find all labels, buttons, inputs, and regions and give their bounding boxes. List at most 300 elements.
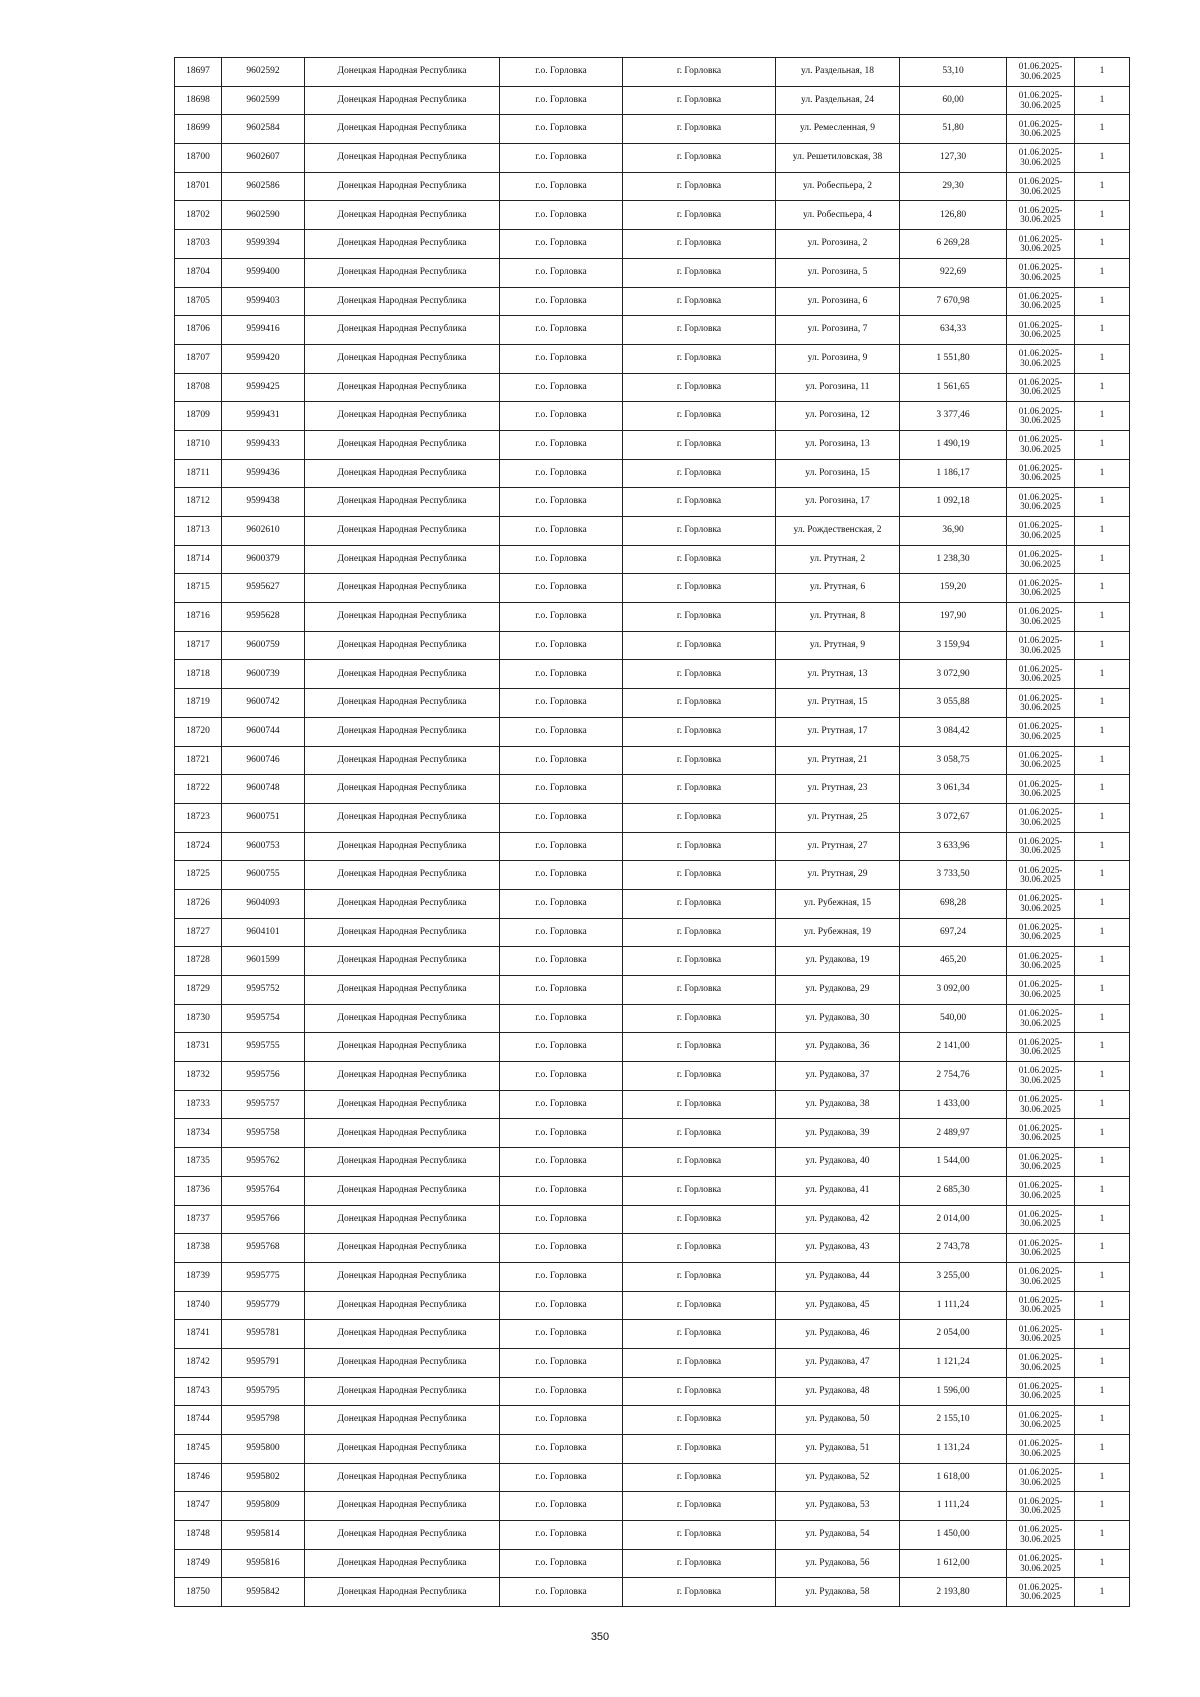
table-row: [175, 775, 1130, 804]
cell-city: г. Горловка: [623, 230, 776, 259]
cell-code: 9602590: [222, 201, 305, 230]
cell-qty: 1: [1075, 1435, 1130, 1464]
cell-area: 3 072,67: [900, 803, 1007, 832]
cell-area: 2 155,10: [900, 1406, 1007, 1435]
cell-code: 9595842: [222, 1578, 305, 1607]
cell-district: г.о. Горловка: [500, 517, 623, 546]
cell-area: 2 193,80: [900, 1578, 1007, 1607]
cell-qty: 1: [1075, 144, 1130, 173]
cell-address: ул. Рогозина, 11: [776, 373, 900, 402]
cell-address: ул. Раздельная, 24: [776, 86, 900, 115]
cell-region: Донецкая Народная Республика: [305, 1320, 500, 1349]
cell-address: ул. Ртутная, 8: [776, 603, 900, 632]
cell-district: г.о. Горловка: [500, 1406, 623, 1435]
cell-city: г. Горловка: [623, 144, 776, 173]
cell-address: ул. Ртутная, 13: [776, 660, 900, 689]
cell-qty: 1: [1075, 603, 1130, 632]
cell-code: 9602599: [222, 86, 305, 115]
cell-address: ул. Рудакова, 37: [776, 1062, 900, 1091]
table-row: [175, 918, 1130, 947]
cell-qty: 1: [1075, 947, 1130, 976]
cell-district: г.о. Горловка: [500, 775, 623, 804]
cell-period: 01.06.2025- 30.06.2025: [1007, 803, 1075, 832]
cell-address: ул. Робеспьера, 2: [776, 172, 900, 201]
cell-num: 18704: [175, 258, 222, 287]
cell-district: г.о. Горловка: [500, 861, 623, 890]
table-row: [175, 861, 1130, 890]
cell-region: Донецкая Народная Республика: [305, 775, 500, 804]
cell-area: 465,20: [900, 947, 1007, 976]
cell-city: г. Горловка: [623, 947, 776, 976]
cell-area: 634,33: [900, 316, 1007, 345]
cell-region: Донецкая Народная Республика: [305, 172, 500, 201]
cell-num: 18709: [175, 402, 222, 431]
cell-address: ул. Рудакова, 47: [776, 1348, 900, 1377]
cell-district: г.о. Горловка: [500, 746, 623, 775]
cell-qty: 1: [1075, 746, 1130, 775]
cell-period: 01.06.2025- 30.06.2025: [1007, 1463, 1075, 1492]
cell-district: г.о. Горловка: [500, 430, 623, 459]
cell-period: 01.06.2025- 30.06.2025: [1007, 631, 1075, 660]
table-row: [175, 172, 1130, 201]
cell-region: Донецкая Народная Республика: [305, 1377, 500, 1406]
table-row: [175, 1205, 1130, 1234]
cell-area: 3 255,00: [900, 1262, 1007, 1291]
cell-district: г.о. Горловка: [500, 1377, 623, 1406]
cell-region: Донецкая Народная Республика: [305, 1492, 500, 1521]
cell-address: ул. Рудакова, 46: [776, 1320, 900, 1349]
table-row: [175, 430, 1130, 459]
cell-period: 01.06.2025- 30.06.2025: [1007, 545, 1075, 574]
cell-code: 9600759: [222, 631, 305, 660]
cell-region: Донецкая Народная Республика: [305, 1463, 500, 1492]
cell-region: Донецкая Народная Республика: [305, 1406, 500, 1435]
cell-district: г.о. Горловка: [500, 1492, 623, 1521]
cell-address: ул. Ртутная, 27: [776, 832, 900, 861]
cell-address: ул. Рубежная, 15: [776, 889, 900, 918]
cell-code: 9600753: [222, 832, 305, 861]
cell-code: 9595791: [222, 1348, 305, 1377]
cell-area: 3 055,88: [900, 689, 1007, 718]
cell-region: Донецкая Народная Республика: [305, 947, 500, 976]
table-row: [175, 1234, 1130, 1263]
cell-address: ул. Робеспьера, 4: [776, 201, 900, 230]
cell-area: 3 733,50: [900, 861, 1007, 890]
cell-district: г.о. Горловка: [500, 803, 623, 832]
table-row: [175, 115, 1130, 144]
table-row: [175, 1033, 1130, 1062]
cell-district: г.о. Горловка: [500, 373, 623, 402]
cell-period: 01.06.2025- 30.06.2025: [1007, 1148, 1075, 1177]
cell-qty: 1: [1075, 517, 1130, 546]
cell-qty: 1: [1075, 1062, 1130, 1091]
cell-code: 9595809: [222, 1492, 305, 1521]
cell-area: 3 092,00: [900, 976, 1007, 1005]
cell-area: 51,80: [900, 115, 1007, 144]
cell-address: ул. Рудакова, 29: [776, 976, 900, 1005]
cell-address: ул. Ртутная, 29: [776, 861, 900, 890]
cell-period: 01.06.2025- 30.06.2025: [1007, 230, 1075, 259]
cell-region: Донецкая Народная Республика: [305, 1004, 500, 1033]
table-row: [175, 1492, 1130, 1521]
cell-address: ул. Рудакова, 41: [776, 1176, 900, 1205]
table-row: [175, 889, 1130, 918]
cell-district: г.о. Горловка: [500, 459, 623, 488]
cell-qty: 1: [1075, 976, 1130, 1005]
cell-district: г.о. Горловка: [500, 488, 623, 517]
cell-period: 01.06.2025- 30.06.2025: [1007, 1320, 1075, 1349]
cell-region: Донецкая Народная Республика: [305, 316, 500, 345]
table-row: [175, 1435, 1130, 1464]
cell-num: 18702: [175, 201, 222, 230]
cell-period: 01.06.2025- 30.06.2025: [1007, 1205, 1075, 1234]
cell-num: 18735: [175, 1148, 222, 1177]
cell-code: 9599394: [222, 230, 305, 259]
cell-area: 3 084,42: [900, 717, 1007, 746]
cell-period: 01.06.2025- 30.06.2025: [1007, 1492, 1075, 1521]
cell-address: ул. Рудакова, 19: [776, 947, 900, 976]
cell-qty: 1: [1075, 1320, 1130, 1349]
cell-address: ул. Ртутная, 2: [776, 545, 900, 574]
cell-qty: 1: [1075, 258, 1130, 287]
cell-period: 01.06.2025- 30.06.2025: [1007, 976, 1075, 1005]
cell-area: 1 186,17: [900, 459, 1007, 488]
cell-code: 9602592: [222, 58, 305, 87]
cell-region: Донецкая Народная Республика: [305, 402, 500, 431]
cell-period: 01.06.2025- 30.06.2025: [1007, 1090, 1075, 1119]
cell-period: 01.06.2025- 30.06.2025: [1007, 1435, 1075, 1464]
cell-code: 9595800: [222, 1435, 305, 1464]
cell-address: ул. Рудакова, 44: [776, 1262, 900, 1291]
cell-region: Донецкая Народная Республика: [305, 430, 500, 459]
cell-code: 9599433: [222, 430, 305, 459]
cell-period: 01.06.2025- 30.06.2025: [1007, 172, 1075, 201]
cell-num: 18734: [175, 1119, 222, 1148]
cell-num: 18746: [175, 1463, 222, 1492]
cell-district: г.о. Горловка: [500, 947, 623, 976]
table-row: [175, 373, 1130, 402]
cell-num: 18708: [175, 373, 222, 402]
cell-address: ул. Рудакова, 53: [776, 1492, 900, 1521]
cell-qty: 1: [1075, 1291, 1130, 1320]
cell-num: 18736: [175, 1176, 222, 1205]
cell-region: Донецкая Народная Республика: [305, 1176, 500, 1205]
cell-num: 18725: [175, 861, 222, 890]
cell-area: 7 670,98: [900, 287, 1007, 316]
cell-region: Донецкая Народная Республика: [305, 1062, 500, 1091]
cell-period: 01.06.2025- 30.06.2025: [1007, 1291, 1075, 1320]
cell-city: г. Горловка: [623, 918, 776, 947]
cell-region: Донецкая Народная Республика: [305, 1033, 500, 1062]
cell-period: 01.06.2025- 30.06.2025: [1007, 287, 1075, 316]
cell-district: г.о. Горловка: [500, 402, 623, 431]
cell-region: Донецкая Народная Республика: [305, 1435, 500, 1464]
table-row: [175, 230, 1130, 259]
table-row: [175, 402, 1130, 431]
cell-qty: 1: [1075, 344, 1130, 373]
cell-num: 18707: [175, 344, 222, 373]
cell-area: 36,90: [900, 517, 1007, 546]
cell-code: 9595762: [222, 1148, 305, 1177]
cell-num: 18705: [175, 287, 222, 316]
cell-area: 60,00: [900, 86, 1007, 115]
cell-area: 29,30: [900, 172, 1007, 201]
cell-region: Донецкая Народная Республика: [305, 1119, 500, 1148]
cell-city: г. Горловка: [623, 517, 776, 546]
cell-district: г.о. Горловка: [500, 545, 623, 574]
cell-city: г. Горловка: [623, 545, 776, 574]
cell-region: Донецкая Народная Республика: [305, 889, 500, 918]
cell-qty: 1: [1075, 918, 1130, 947]
cell-city: г. Горловка: [623, 1406, 776, 1435]
cell-qty: 1: [1075, 545, 1130, 574]
table-row: [175, 144, 1130, 173]
cell-region: Донецкая Народная Республика: [305, 861, 500, 890]
cell-city: г. Горловка: [623, 1090, 776, 1119]
cell-code: 9595766: [222, 1205, 305, 1234]
cell-area: 540,00: [900, 1004, 1007, 1033]
cell-qty: 1: [1075, 287, 1130, 316]
cell-period: 01.06.2025- 30.06.2025: [1007, 86, 1075, 115]
cell-address: ул. Ртутная, 6: [776, 574, 900, 603]
cell-num: 18720: [175, 717, 222, 746]
cell-num: 18699: [175, 115, 222, 144]
cell-period: 01.06.2025- 30.06.2025: [1007, 775, 1075, 804]
cell-code: 9600742: [222, 689, 305, 718]
cell-qty: 1: [1075, 1521, 1130, 1550]
cell-district: г.о. Горловка: [500, 1033, 623, 1062]
cell-num: 18706: [175, 316, 222, 345]
cell-num: 18733: [175, 1090, 222, 1119]
cell-city: г. Горловка: [623, 172, 776, 201]
cell-num: 18701: [175, 172, 222, 201]
cell-area: 1 111,24: [900, 1492, 1007, 1521]
cell-district: г.о. Горловка: [500, 1320, 623, 1349]
cell-num: 18730: [175, 1004, 222, 1033]
cell-address: ул. Рогозина, 12: [776, 402, 900, 431]
cell-period: 01.06.2025- 30.06.2025: [1007, 488, 1075, 517]
cell-period: 01.06.2025- 30.06.2025: [1007, 660, 1075, 689]
cell-region: Донецкая Народная Республика: [305, 115, 500, 144]
table-row: [175, 86, 1130, 115]
cell-period: 01.06.2025- 30.06.2025: [1007, 1521, 1075, 1550]
cell-area: 1 121,24: [900, 1348, 1007, 1377]
cell-district: г.о. Горловка: [500, 1205, 623, 1234]
table-row: [175, 1148, 1130, 1177]
cell-qty: 1: [1075, 1119, 1130, 1148]
cell-qty: 1: [1075, 402, 1130, 431]
cell-city: г. Горловка: [623, 430, 776, 459]
cell-region: Донецкая Народная Республика: [305, 689, 500, 718]
cell-region: Донецкая Народная Республика: [305, 631, 500, 660]
table-row: [175, 545, 1130, 574]
table-row: [175, 1348, 1130, 1377]
cell-code: 9595754: [222, 1004, 305, 1033]
cell-code: 9604093: [222, 889, 305, 918]
cell-num: 18739: [175, 1262, 222, 1291]
table-row: [175, 947, 1130, 976]
cell-qty: 1: [1075, 316, 1130, 345]
cell-address: ул. Рудакова, 30: [776, 1004, 900, 1033]
cell-period: 01.06.2025- 30.06.2025: [1007, 832, 1075, 861]
cell-address: ул. Рудакова, 36: [776, 1033, 900, 1062]
cell-period: 01.06.2025- 30.06.2025: [1007, 1176, 1075, 1205]
cell-city: г. Горловка: [623, 488, 776, 517]
cell-city: г. Горловка: [623, 1033, 776, 1062]
cell-region: Донецкая Народная Республика: [305, 1549, 500, 1578]
cell-city: г. Горловка: [623, 1377, 776, 1406]
cell-qty: 1: [1075, 1148, 1130, 1177]
cell-num: 18732: [175, 1062, 222, 1091]
cell-qty: 1: [1075, 832, 1130, 861]
cell-period: 01.06.2025- 30.06.2025: [1007, 517, 1075, 546]
cell-region: Донецкая Народная Республика: [305, 344, 500, 373]
cell-code: 9602586: [222, 172, 305, 201]
cell-address: ул. Рудакова, 45: [776, 1291, 900, 1320]
cell-period: 01.06.2025- 30.06.2025: [1007, 1234, 1075, 1263]
cell-num: 18721: [175, 746, 222, 775]
cell-qty: 1: [1075, 58, 1130, 87]
cell-code: 9599431: [222, 402, 305, 431]
cell-num: 18703: [175, 230, 222, 259]
cell-region: Донецкая Народная Республика: [305, 287, 500, 316]
cell-num: 18722: [175, 775, 222, 804]
cell-area: 1 450,00: [900, 1521, 1007, 1550]
cell-num: 18740: [175, 1291, 222, 1320]
cell-region: Донецкая Народная Республика: [305, 545, 500, 574]
page-number: 350: [590, 1631, 610, 1643]
cell-district: г.о. Горловка: [500, 717, 623, 746]
cell-district: г.о. Горловка: [500, 1004, 623, 1033]
cell-code: 9600748: [222, 775, 305, 804]
cell-region: Донецкая Народная Республика: [305, 258, 500, 287]
cell-city: г. Горловка: [623, 316, 776, 345]
cell-district: г.о. Горловка: [500, 1291, 623, 1320]
cell-qty: 1: [1075, 1033, 1130, 1062]
cell-region: Донецкая Народная Республика: [305, 373, 500, 402]
cell-period: 01.06.2025- 30.06.2025: [1007, 144, 1075, 173]
table-row: [175, 1176, 1130, 1205]
cell-city: г. Горловка: [623, 258, 776, 287]
cell-qty: 1: [1075, 201, 1130, 230]
cell-qty: 1: [1075, 1004, 1130, 1033]
cell-address: ул. Раздельная, 18: [776, 58, 900, 87]
cell-city: г. Горловка: [623, 402, 776, 431]
cell-region: Донецкая Народная Республика: [305, 1291, 500, 1320]
cell-qty: 1: [1075, 1463, 1130, 1492]
cell-area: 2 743,78: [900, 1234, 1007, 1263]
cell-qty: 1: [1075, 1578, 1130, 1607]
cell-city: г. Горловка: [623, 832, 776, 861]
cell-city: г. Горловка: [623, 115, 776, 144]
cell-district: г.о. Горловка: [500, 1090, 623, 1119]
cell-code: 9595768: [222, 1234, 305, 1263]
cell-region: Донецкая Народная Республика: [305, 144, 500, 173]
cell-area: 2 754,76: [900, 1062, 1007, 1091]
cell-qty: 1: [1075, 115, 1130, 144]
cell-period: 01.06.2025- 30.06.2025: [1007, 1033, 1075, 1062]
cell-num: 18741: [175, 1320, 222, 1349]
cell-code: 9600751: [222, 803, 305, 832]
cell-num: 18717: [175, 631, 222, 660]
cell-qty: 1: [1075, 373, 1130, 402]
cell-code: 9600746: [222, 746, 305, 775]
cell-period: 01.06.2025- 30.06.2025: [1007, 258, 1075, 287]
cell-area: 3 058,75: [900, 746, 1007, 775]
table-row: [175, 1406, 1130, 1435]
cell-code: 9599403: [222, 287, 305, 316]
cell-city: г. Горловка: [623, 746, 776, 775]
cell-district: г.о. Горловка: [500, 1463, 623, 1492]
cell-code: 9595756: [222, 1062, 305, 1091]
cell-period: 01.06.2025- 30.06.2025: [1007, 947, 1075, 976]
cell-city: г. Горловка: [623, 1435, 776, 1464]
cell-address: ул. Рогозина, 2: [776, 230, 900, 259]
cell-address: ул. Рудакова, 52: [776, 1463, 900, 1492]
cell-district: г.о. Горловка: [500, 287, 623, 316]
cell-district: г.о. Горловка: [500, 144, 623, 173]
cell-region: Донецкая Народная Республика: [305, 717, 500, 746]
cell-num: 18700: [175, 144, 222, 173]
table-row: [175, 631, 1130, 660]
cell-qty: 1: [1075, 1205, 1130, 1234]
cell-district: г.о. Горловка: [500, 1176, 623, 1205]
cell-qty: 1: [1075, 660, 1130, 689]
table-row: [175, 1090, 1130, 1119]
cell-period: 01.06.2025- 30.06.2025: [1007, 918, 1075, 947]
cell-city: г. Горловка: [623, 86, 776, 115]
cell-num: 18723: [175, 803, 222, 832]
cell-code: 9595775: [222, 1262, 305, 1291]
cell-period: 01.06.2025- 30.06.2025: [1007, 889, 1075, 918]
cell-code: 9599425: [222, 373, 305, 402]
cell-period: 01.06.2025- 30.06.2025: [1007, 1004, 1075, 1033]
cell-region: Донецкая Народная Республика: [305, 459, 500, 488]
cell-qty: 1: [1075, 1262, 1130, 1291]
cell-num: 18729: [175, 976, 222, 1005]
cell-address: ул. Рудакова, 48: [776, 1377, 900, 1406]
table-row: [175, 1320, 1130, 1349]
cell-qty: 1: [1075, 631, 1130, 660]
cell-code: 9595781: [222, 1320, 305, 1349]
cell-num: 18724: [175, 832, 222, 861]
cell-address: ул. Ртутная, 9: [776, 631, 900, 660]
cell-num: 18727: [175, 918, 222, 947]
cell-city: г. Горловка: [623, 861, 776, 890]
cell-area: 1 490,19: [900, 430, 1007, 459]
cell-region: Донецкая Народная Республика: [305, 1262, 500, 1291]
cell-period: 01.06.2025- 30.06.2025: [1007, 1549, 1075, 1578]
cell-address: ул. Рогозина, 13: [776, 430, 900, 459]
cell-qty: 1: [1075, 1234, 1130, 1263]
cell-num: 18698: [175, 86, 222, 115]
table-row: [175, 717, 1130, 746]
cell-city: г. Горловка: [623, 1463, 776, 1492]
cell-district: г.о. Горловка: [500, 172, 623, 201]
register-table: [174, 57, 1130, 1607]
cell-city: г. Горловка: [623, 373, 776, 402]
cell-city: г. Горловка: [623, 889, 776, 918]
cell-region: Донецкая Народная Республика: [305, 1148, 500, 1177]
cell-qty: 1: [1075, 861, 1130, 890]
cell-address: ул. Рубежная, 19: [776, 918, 900, 947]
cell-city: г. Горловка: [623, 775, 776, 804]
cell-region: Донецкая Народная Республика: [305, 746, 500, 775]
cell-address: ул. Рудакова, 50: [776, 1406, 900, 1435]
cell-area: 1 111,24: [900, 1291, 1007, 1320]
cell-district: г.о. Горловка: [500, 1348, 623, 1377]
cell-city: г. Горловка: [623, 976, 776, 1005]
